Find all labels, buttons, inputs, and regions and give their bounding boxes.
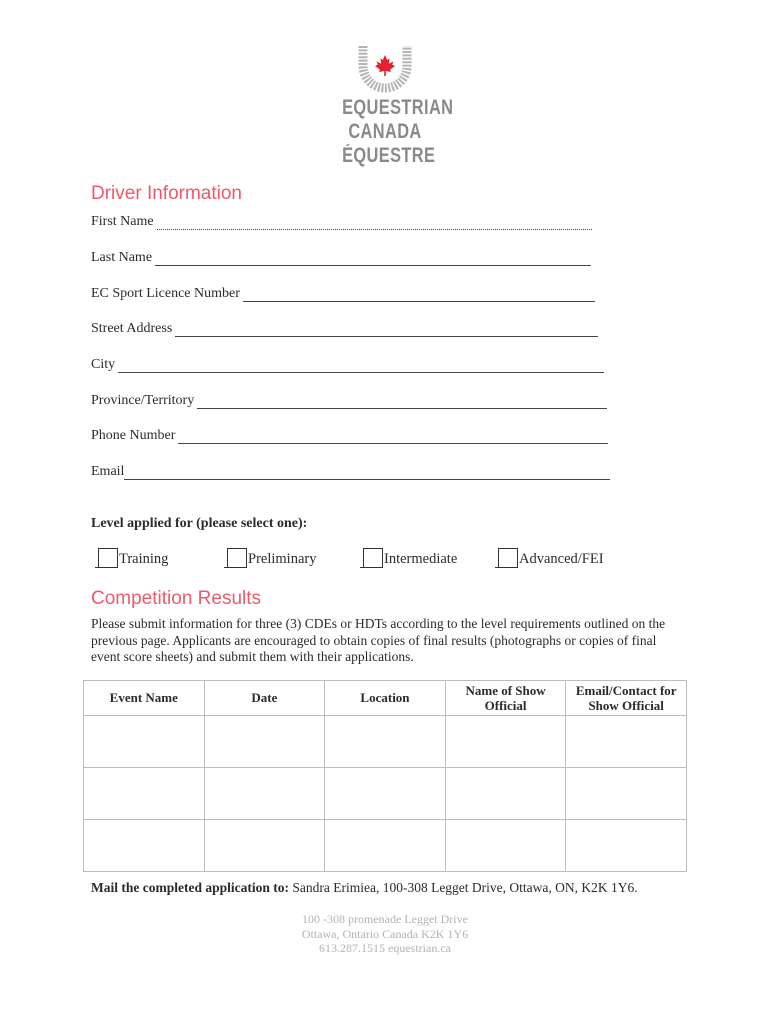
phone-number-label: Phone Number [91,428,176,443]
table-cell[interactable] [204,716,325,768]
level-option-training[interactable] [98,542,168,568]
province-territory-label: Province/Territory [91,393,195,408]
column-header-location: Location [325,681,446,716]
mail-label: Mail the completed application to: [91,880,289,895]
table-cell[interactable] [566,716,687,768]
licence-number-input-line[interactable] [243,287,595,302]
table-cell[interactable] [325,820,446,872]
competition-results-table [83,680,687,872]
training-checkbox[interactable] [98,548,118,568]
city-label: City [91,357,116,372]
street-address-input-line[interactable] [175,322,598,337]
phone-number-field [91,424,608,444]
intermediate-label: Intermediate [384,551,458,567]
first-name-label: First Name [91,214,154,229]
first-name-field [91,210,592,230]
last-name-field [91,246,591,266]
table-cell[interactable] [566,820,687,872]
licence-number-label: EC Sport Licence Number [91,286,240,301]
maple-leaf-icon [375,55,395,76]
preliminary-label: Preliminary [248,551,317,567]
licence-number-field [91,282,595,302]
table-cell[interactable] [325,716,446,768]
table-cell[interactable] [325,768,446,820]
level-option-intermediate[interactable] [363,542,457,568]
table-cell[interactable] [445,716,566,768]
email-field [91,460,610,480]
last-name-input-line[interactable] [155,251,591,266]
table-row [84,820,687,872]
province-territory-input-line[interactable] [197,394,607,409]
competition-results-heading: Competition Results [91,588,262,609]
street-address-label: Street Address [91,321,173,336]
table-row [84,768,687,820]
last-name-label: Last Name [91,250,153,265]
province-territory-field [91,389,607,409]
logo-text-line-3: ÉQUESTRE [342,144,436,167]
footer-line-3: 613.287.1515 equestrian.ca [319,941,451,955]
competition-instructions: Please submit information for three (3) CDEs or HDTs according to the level requirements outlined on the previous page. Applicants are encouraged to obtain copies of final results (photographs or copies of final event score sheets) and submit them with their applications. [91,616,666,664]
table-cell[interactable] [566,768,687,820]
table-cell[interactable] [445,820,566,872]
preliminary-checkbox[interactable] [227,548,247,568]
table-cell[interactable] [84,768,205,820]
level-option-preliminary[interactable] [227,542,316,568]
table-cell[interactable] [204,820,325,872]
email-input-line[interactable] [124,465,610,480]
table-cell[interactable] [445,768,566,820]
column-header-official-contact: Email/Contact for Show Official [566,681,687,716]
advanced-fei-checkbox[interactable] [498,548,518,568]
mail-address: Sandra Erimiea, 100-308 Legget Drive, Ottawa, ON, K2K 1Y6. [288,880,638,895]
level-option-advanced-fei[interactable] [498,542,604,568]
footer-line-2: Ottawa, Ontario Canada K2K 1Y6 [301,926,469,941]
table-cell[interactable] [84,716,205,768]
driver-information-heading: Driver Information [91,183,242,204]
mail-instructions [91,880,638,896]
footer-line-1: 100 -308 promenade Legget Drive [302,912,468,926]
table-header-row [84,681,687,716]
phone-number-input-line[interactable] [178,429,608,444]
level-applied-label: Level applied for (please select one): [91,516,308,531]
column-header-event-name: Event Name [84,681,205,716]
table-row [84,716,687,768]
equestrian-canada-logo [330,44,454,167]
column-header-date: Date [204,681,325,716]
street-address-field [91,317,598,337]
logo-text-line-2: CANADA [348,120,422,143]
horseshoe-icon [353,44,417,96]
logo-text-line-1: EQUESTRIAN [342,96,454,119]
footer-address [0,912,770,956]
first-name-input-line[interactable] [157,215,592,230]
table-cell[interactable] [84,820,205,872]
table-cell[interactable] [204,768,325,820]
city-input-line[interactable] [118,358,604,373]
training-label: Training [119,551,169,567]
email-label: Email [91,464,125,479]
advanced-fei-label: Advanced/FEI [519,551,604,567]
city-field [91,353,604,373]
intermediate-checkbox[interactable] [363,548,383,568]
column-header-show-official: Name of Show Official [445,681,566,716]
